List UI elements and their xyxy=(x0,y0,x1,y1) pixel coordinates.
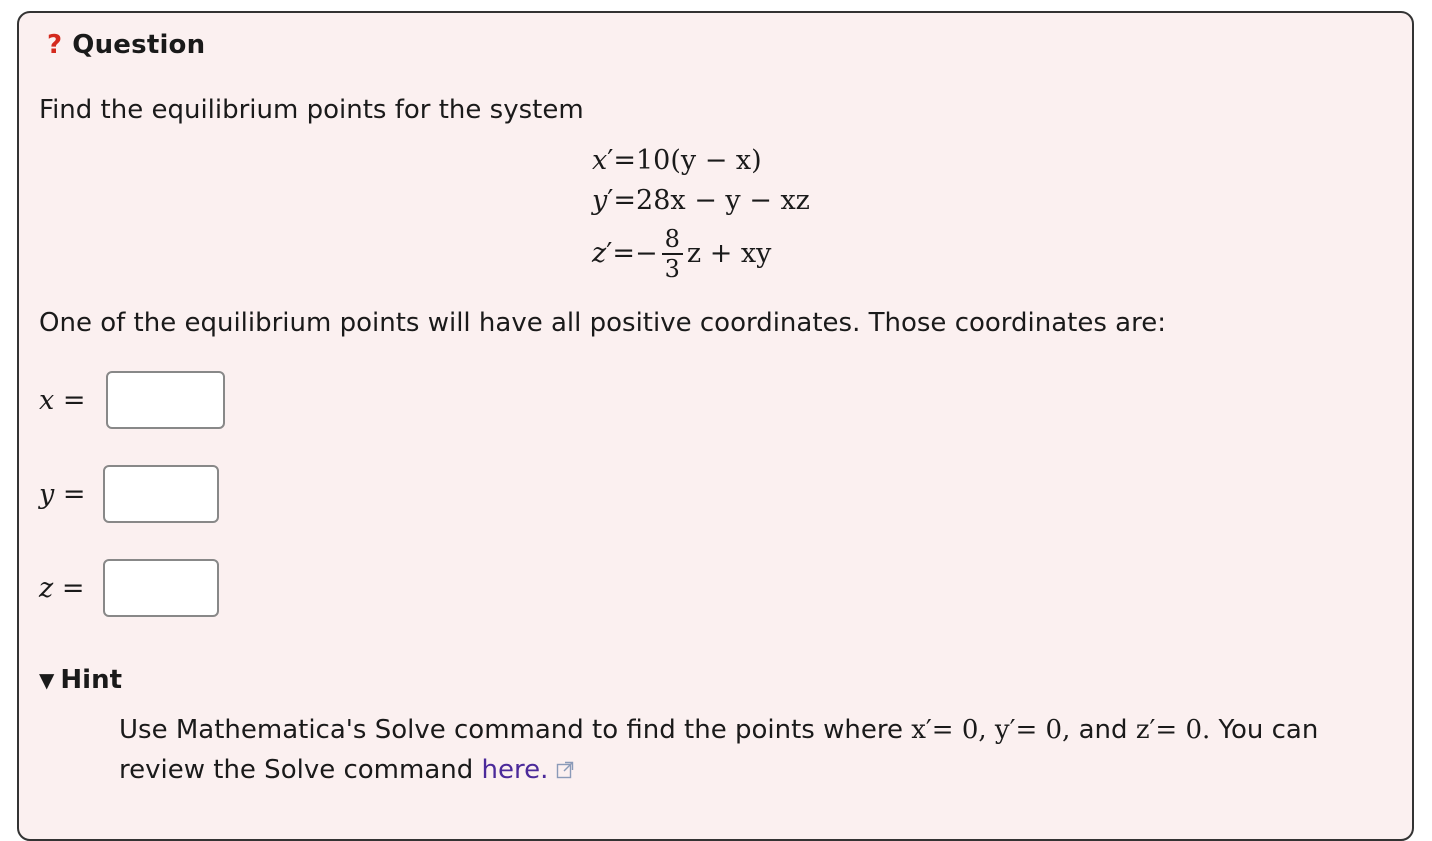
equation-z: z ′ = − $\frac{8}{3}$ z + xy xyxy=(592,225,772,283)
equation-system xyxy=(592,141,810,283)
answer-row-z xyxy=(39,559,219,617)
answer-label-y: y = xyxy=(39,478,86,510)
equation-x: x ′ = 10(y − x) xyxy=(592,145,762,176)
external-link-icon[interactable] xyxy=(556,761,574,779)
question-intro: Find the equilibrium points for the system xyxy=(39,95,584,125)
answer-row-y xyxy=(39,465,219,523)
answer-row-x xyxy=(39,371,225,429)
equation-y: y ′ = 28x − y − xz xyxy=(592,185,810,216)
question-card xyxy=(17,11,1414,841)
answer-input-z[interactable] xyxy=(103,559,219,617)
question-mark-icon: ? xyxy=(47,30,63,60)
hint-toggle[interactable] xyxy=(39,665,122,695)
solve-command-link[interactable]: here. xyxy=(481,755,549,785)
collapse-triangle-icon: ▼ xyxy=(39,668,55,692)
answer-input-y[interactable] xyxy=(103,465,219,523)
hint-math-xy: x′= 0, y′= 0, xyxy=(911,715,1071,745)
hint-label: Hint xyxy=(60,665,123,695)
question-prompt: One of the equilibrium points will have all positive coordinates. Those coordinates are: xyxy=(39,308,1166,338)
question-heading xyxy=(47,30,205,60)
hint-math-z: z′= 0. xyxy=(1135,715,1211,745)
fraction-eight-thirds: $\frac{8}{3}$ xyxy=(662,225,683,283)
answer-input-x[interactable] xyxy=(106,371,225,429)
question-title: Question xyxy=(72,30,206,60)
hint-body: Use Mathematica's Solve command to find the points where x′= 0, y′= 0, and z′= 0. You can review the Solve command here. xyxy=(119,715,1319,785)
answer-label-z: z = xyxy=(39,572,85,604)
answer-label-x: x = xyxy=(39,384,86,416)
